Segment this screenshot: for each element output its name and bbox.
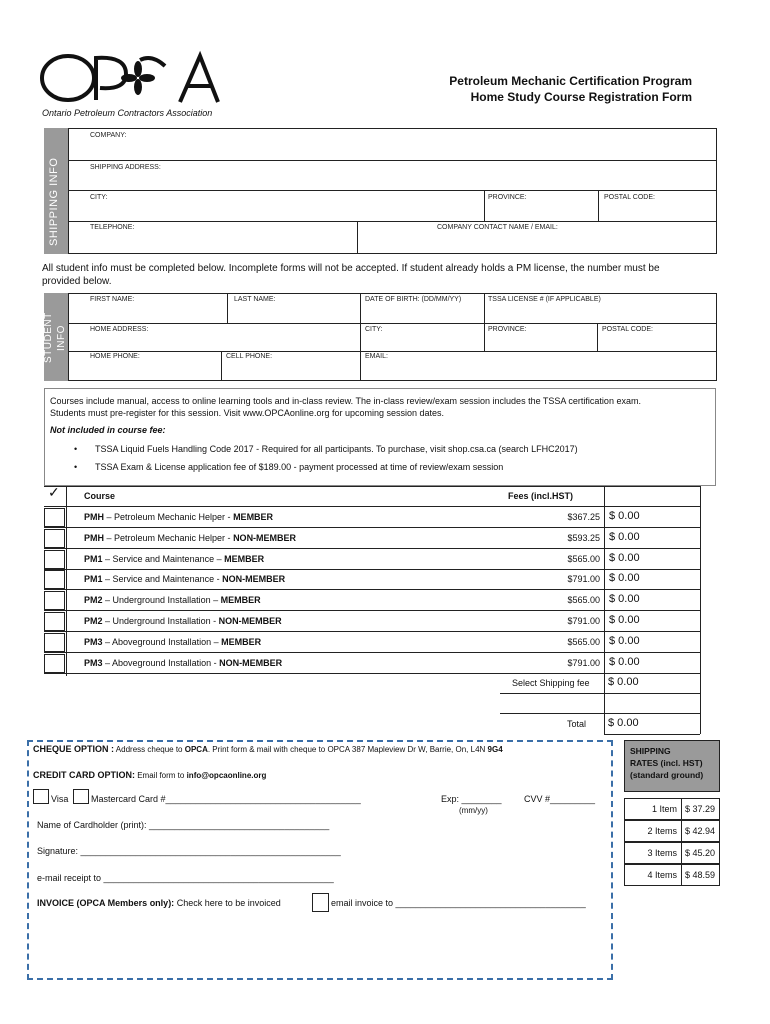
- shipping-rate-price: $ 48.59: [685, 870, 716, 880]
- course-fee: $565.00: [567, 636, 600, 647]
- cheque-option-label: CHEQUE OPTION :: [33, 744, 115, 754]
- course-row: [44, 653, 700, 674]
- bullet-dot-2: •: [74, 462, 78, 472]
- course-checkbox[interactable]: [44, 529, 65, 548]
- not-included-heading: Not included in course fee:: [50, 425, 166, 435]
- course-name: [84, 554, 264, 564]
- student-city-field[interactable]: CITY:: [365, 326, 383, 333]
- checkmark-header: ✓: [48, 484, 60, 500]
- invoice-text: Check here to be invoiced: [174, 898, 281, 908]
- course-description: – Aboveground Installation -: [102, 657, 220, 668]
- cell-phone-field[interactable]: CELL PHONE:: [226, 353, 273, 360]
- course-member-type: MEMBER: [220, 595, 261, 606]
- student-postal-code-field[interactable]: POSTAL CODE:: [602, 326, 653, 333]
- cheque-address: . Print form & mail with cheque to OPCA 387 Mapleview Dr W, Barrie, On, L4N: [207, 745, 488, 754]
- shipping-rate-row: [624, 842, 720, 864]
- postal-code-field[interactable]: POSTAL CODE:: [604, 194, 655, 201]
- course-header: Course: [84, 491, 116, 501]
- course-fee: $791.00: [567, 657, 600, 668]
- mastercard-checkbox[interactable]: [73, 789, 89, 804]
- course-name: [84, 574, 285, 584]
- course-code: PMH: [84, 512, 104, 522]
- shipping-rate-row: [624, 864, 720, 886]
- credit-card-label: CREDIT CARD OPTION:: [33, 770, 135, 780]
- city-field[interactable]: CITY:: [90, 194, 108, 201]
- course-checkbox[interactable]: [44, 633, 65, 652]
- date-of-birth-field[interactable]: DATE OF BIRTH: (DD/MM/YY): [365, 296, 462, 303]
- course-line-total: $ 0.00: [609, 510, 640, 522]
- telephone-field[interactable]: TELEPHONE:: [90, 224, 135, 231]
- student-notice: All student info must be completed below. Incomplete forms will not be accepted. If student already holds a PM license, the number must be provided below.: [42, 263, 660, 287]
- course-code: PM2: [84, 616, 103, 626]
- invoice-email-field[interactable]: email invoice to ______________________________________: [331, 898, 586, 908]
- expiry-field[interactable]: Exp: ________: [441, 794, 502, 804]
- province-field[interactable]: PROVINCE:: [488, 194, 527, 201]
- bullet-dot-1: •: [74, 444, 78, 454]
- course-description: – Underground Installation –: [102, 595, 221, 606]
- company-contact-field[interactable]: COMPANY CONTACT NAME / EMAIL:: [437, 224, 558, 231]
- not-included-item-1: TSSA Liquid Fuels Handling Code 2017 - Required for all participants. To purchase, visit shop.csa.ca (search LFHC2017): [95, 444, 578, 454]
- course-name: [84, 595, 261, 605]
- course-line-total: $ 0.00: [609, 655, 640, 668]
- select-shipping-label: Select Shipping fee: [512, 678, 590, 688]
- cvv-field[interactable]: CVV #_________: [524, 794, 596, 804]
- student-info-label-2: INFO: [56, 325, 67, 351]
- student-info-sidebar: [44, 293, 68, 381]
- invoice-label: INVOICE (OPCA Members only):: [37, 898, 175, 908]
- course-fee: $565.00: [567, 595, 600, 606]
- course-row: [44, 528, 700, 549]
- course-name: [84, 533, 296, 543]
- course-checkbox[interactable]: [44, 508, 65, 527]
- course-name: [84, 512, 273, 522]
- course-member-type: NON-MEMBER: [222, 574, 286, 585]
- course-row: [44, 632, 700, 653]
- course-member-type: NON-MEMBER: [218, 616, 282, 626]
- course-member-type: NON-MEMBER: [219, 657, 283, 668]
- course-code: PM1: [84, 574, 103, 585]
- course-member-type: NON-MEMBER: [233, 532, 297, 543]
- shipping-rate-items: 3 Items: [647, 848, 677, 858]
- shipping-rate-row: [624, 798, 720, 820]
- course-description: – Petroleum Mechanic Helper -: [104, 512, 234, 522]
- course-row: [44, 507, 700, 528]
- course-code: PM2: [84, 595, 103, 606]
- fees-header: Fees (incl.HST): [508, 491, 574, 501]
- course-description: – Service and Maintenance -: [102, 574, 223, 585]
- grand-total: $ 0.00: [608, 717, 639, 729]
- shipping-rates-title-3: (standard ground): [630, 770, 704, 780]
- shipping-info-sidebar: [44, 128, 68, 254]
- course-fee: $791.00: [567, 574, 600, 585]
- course-checkbox[interactable]: [44, 612, 65, 631]
- signature-field[interactable]: Signature: ____________________________________________________: [37, 846, 341, 856]
- shipping-rate-items: 2 Items: [647, 826, 677, 836]
- course-checkbox[interactable]: [44, 654, 65, 673]
- course-description: – Underground Installation -: [102, 616, 219, 626]
- not-included-item-2: TSSA Exam & License application fee of $189.00 - payment processed at time of review/exam session: [95, 462, 504, 472]
- shipping-rate-price: $ 42.94: [685, 826, 716, 836]
- student-info-box: [68, 293, 717, 381]
- course-line-total: $ 0.00: [609, 634, 640, 647]
- shipping-rate-row: [624, 820, 720, 842]
- cardholder-name-field[interactable]: Name of Cardholder (print): ____________________________________: [37, 820, 330, 830]
- course-line-total: $ 0.00: [609, 530, 640, 543]
- cheque-option-text: Address cheque to: [114, 745, 185, 754]
- course-line-total: $ 0.00: [609, 572, 640, 585]
- course-fee: $565.00: [567, 553, 600, 564]
- course-line-total: $ 0.00: [609, 614, 640, 626]
- course-row: [44, 569, 700, 590]
- course-code: PM3: [84, 657, 103, 668]
- company-field[interactable]: COMPANY:: [90, 132, 127, 139]
- credit-card-option: [33, 770, 266, 780]
- course-code: PMH: [84, 532, 104, 543]
- shipping-rates-title-2: RATES (incl. HST): [630, 758, 703, 768]
- tssa-license-field[interactable]: TSSA LICENSE # (IF APPLICABLE): [488, 296, 601, 303]
- shipping-rate-items: 1 Item: [651, 804, 677, 814]
- course-name: [84, 616, 282, 626]
- course-description: – Petroleum Mechanic Helper -: [104, 532, 234, 543]
- shipping-rate-price: $ 45.20: [685, 848, 716, 858]
- home-phone-field[interactable]: HOME PHONE:: [90, 353, 140, 360]
- course-line-total: $ 0.00: [609, 593, 640, 606]
- student-info-label-1: STUDENT: [43, 312, 54, 363]
- student-province-field[interactable]: PROVINCE:: [488, 326, 527, 333]
- credit-card-text: Email form to: [135, 771, 187, 780]
- cheque-option: [33, 744, 503, 754]
- invoice-option: [37, 898, 281, 908]
- shipping-info-box: [68, 128, 717, 254]
- course-member-type: MEMBER: [221, 636, 262, 647]
- invoice-checkbox[interactable]: [312, 893, 329, 912]
- course-name: [84, 658, 282, 668]
- course-member-type: MEMBER: [224, 553, 265, 564]
- first-name-field[interactable]: FIRST NAME:: [90, 296, 135, 303]
- credit-card-email: info@opcaonline.org: [186, 771, 267, 780]
- email-receipt-field[interactable]: e-mail receipt to ______________________________________________: [37, 873, 334, 883]
- shipping-rates-header: [624, 740, 720, 792]
- course-checkbox[interactable]: [44, 591, 65, 610]
- course-checkbox[interactable]: [44, 570, 65, 589]
- form-title-line2: Home Study Course Registration Form: [470, 90, 692, 104]
- shipping-rate-price: $ 37.29: [685, 804, 716, 814]
- home-address-field[interactable]: HOME ADDRESS:: [90, 326, 149, 333]
- course-line-total: $ 0.00: [609, 551, 640, 564]
- course-description: – Aboveground Installation –: [102, 636, 222, 647]
- visa-label: Visa: [51, 794, 69, 804]
- last-name-field[interactable]: LAST NAME:: [234, 296, 276, 303]
- mastercard-number-field[interactable]: Mastercard Card #_______________________________________: [91, 794, 361, 804]
- shipping-address-field[interactable]: SHIPPING ADDRESS:: [90, 164, 161, 171]
- total-label: Total: [567, 719, 587, 729]
- course-code: PM3: [84, 636, 103, 647]
- course-fee: $791.00: [567, 616, 600, 626]
- course-fee: $367.25: [567, 512, 600, 522]
- course-description: – Service and Maintenance –: [102, 553, 225, 564]
- course-row: [44, 549, 700, 570]
- form-title-line1: Petroleum Mechanic Certification Program: [449, 74, 692, 88]
- student-email-field[interactable]: EMAIL:: [365, 353, 388, 360]
- course-name: [84, 637, 261, 647]
- course-checkbox[interactable]: [44, 550, 65, 569]
- cheque-postal: 9G4: [487, 745, 503, 754]
- logo-subtitle: Ontario Petroleum Contractors Association: [42, 108, 213, 118]
- shipping-rates-title-1: SHIPPING: [630, 746, 671, 756]
- course-member-type: MEMBER: [233, 512, 274, 522]
- course-row: [44, 611, 700, 632]
- shipping-fee-total[interactable]: $ 0.00: [608, 676, 639, 688]
- expiry-format-hint: (mm/yy): [459, 806, 488, 815]
- cheque-payee: OPCA: [184, 745, 208, 754]
- visa-checkbox[interactable]: [33, 789, 49, 804]
- course-row: [44, 590, 700, 611]
- course-fee: $593.25: [567, 532, 600, 543]
- shipping-info-label: SHIPPING INFO: [48, 157, 60, 246]
- shipping-rate-items: 4 Items: [647, 870, 677, 880]
- course-code: PM1: [84, 553, 103, 564]
- course-info-text: Courses include manual, access to online learning tools and in-class review. The in-class review/exam session includes the TSSA certification exam. Students must pre-register for this session. Visit www.OPCAonline.org for upcoming session dates.: [50, 396, 641, 418]
